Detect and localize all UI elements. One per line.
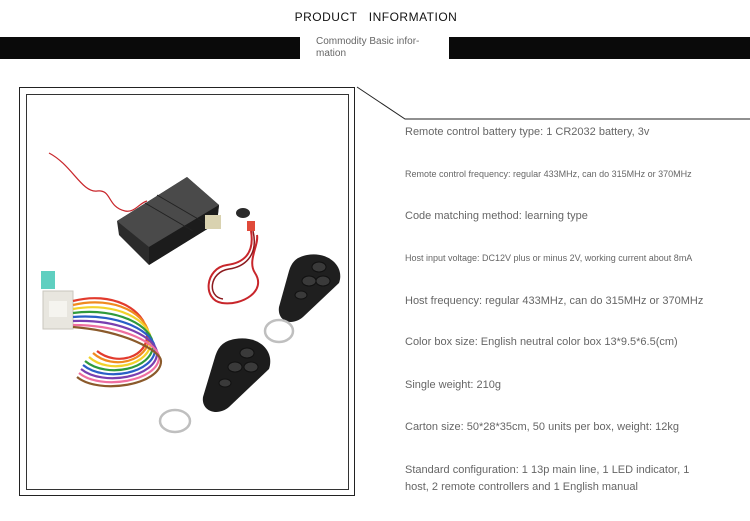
spec-remote-frequency: Remote control frequency: regular 433MHz, can do 315MHz or 370MHz (405, 169, 692, 179)
remote-control-1 (265, 254, 340, 342)
spec-carton-size: Carton size: 50*28*35cm, 50 units per box, weight: 12kg (405, 421, 679, 433)
spec-color-box-size: Color box size: English neutral color box 13*9.5*6.5(cm) (405, 336, 678, 348)
led-wire (209, 231, 259, 303)
antenna-wire (49, 153, 147, 211)
control-box (117, 177, 221, 265)
remote-control-2 (160, 338, 270, 432)
spec-host-frequency: Host frequency: regular 433MHz, can do 315MHz or 370MHz (405, 295, 704, 307)
page-title: PRODUCT INFORMATION (294, 10, 458, 24)
section-subtitle: Commodity Basic infor- mation (316, 36, 420, 59)
spec-host-input-voltage: Host input voltage: DC12V plus or minus 2V, working current about 8mA (405, 253, 693, 263)
wire-harness (73, 298, 161, 386)
harness-connector (41, 271, 73, 329)
spec-standard-configuration: Standard configuration: 1 13p main line, 1 LED indicator, 1 host, 2 remote controllers and 1 English manual (405, 464, 690, 493)
spec-battery-type: Remote control battery type: 1 CR2032 battery, 3v (405, 126, 650, 138)
spec-code-matching: Code matching method: learning type (405, 210, 588, 222)
product-image (26, 94, 349, 490)
spec-single-weight: Single weight: 210g (405, 379, 502, 391)
led-indicator (236, 208, 255, 231)
